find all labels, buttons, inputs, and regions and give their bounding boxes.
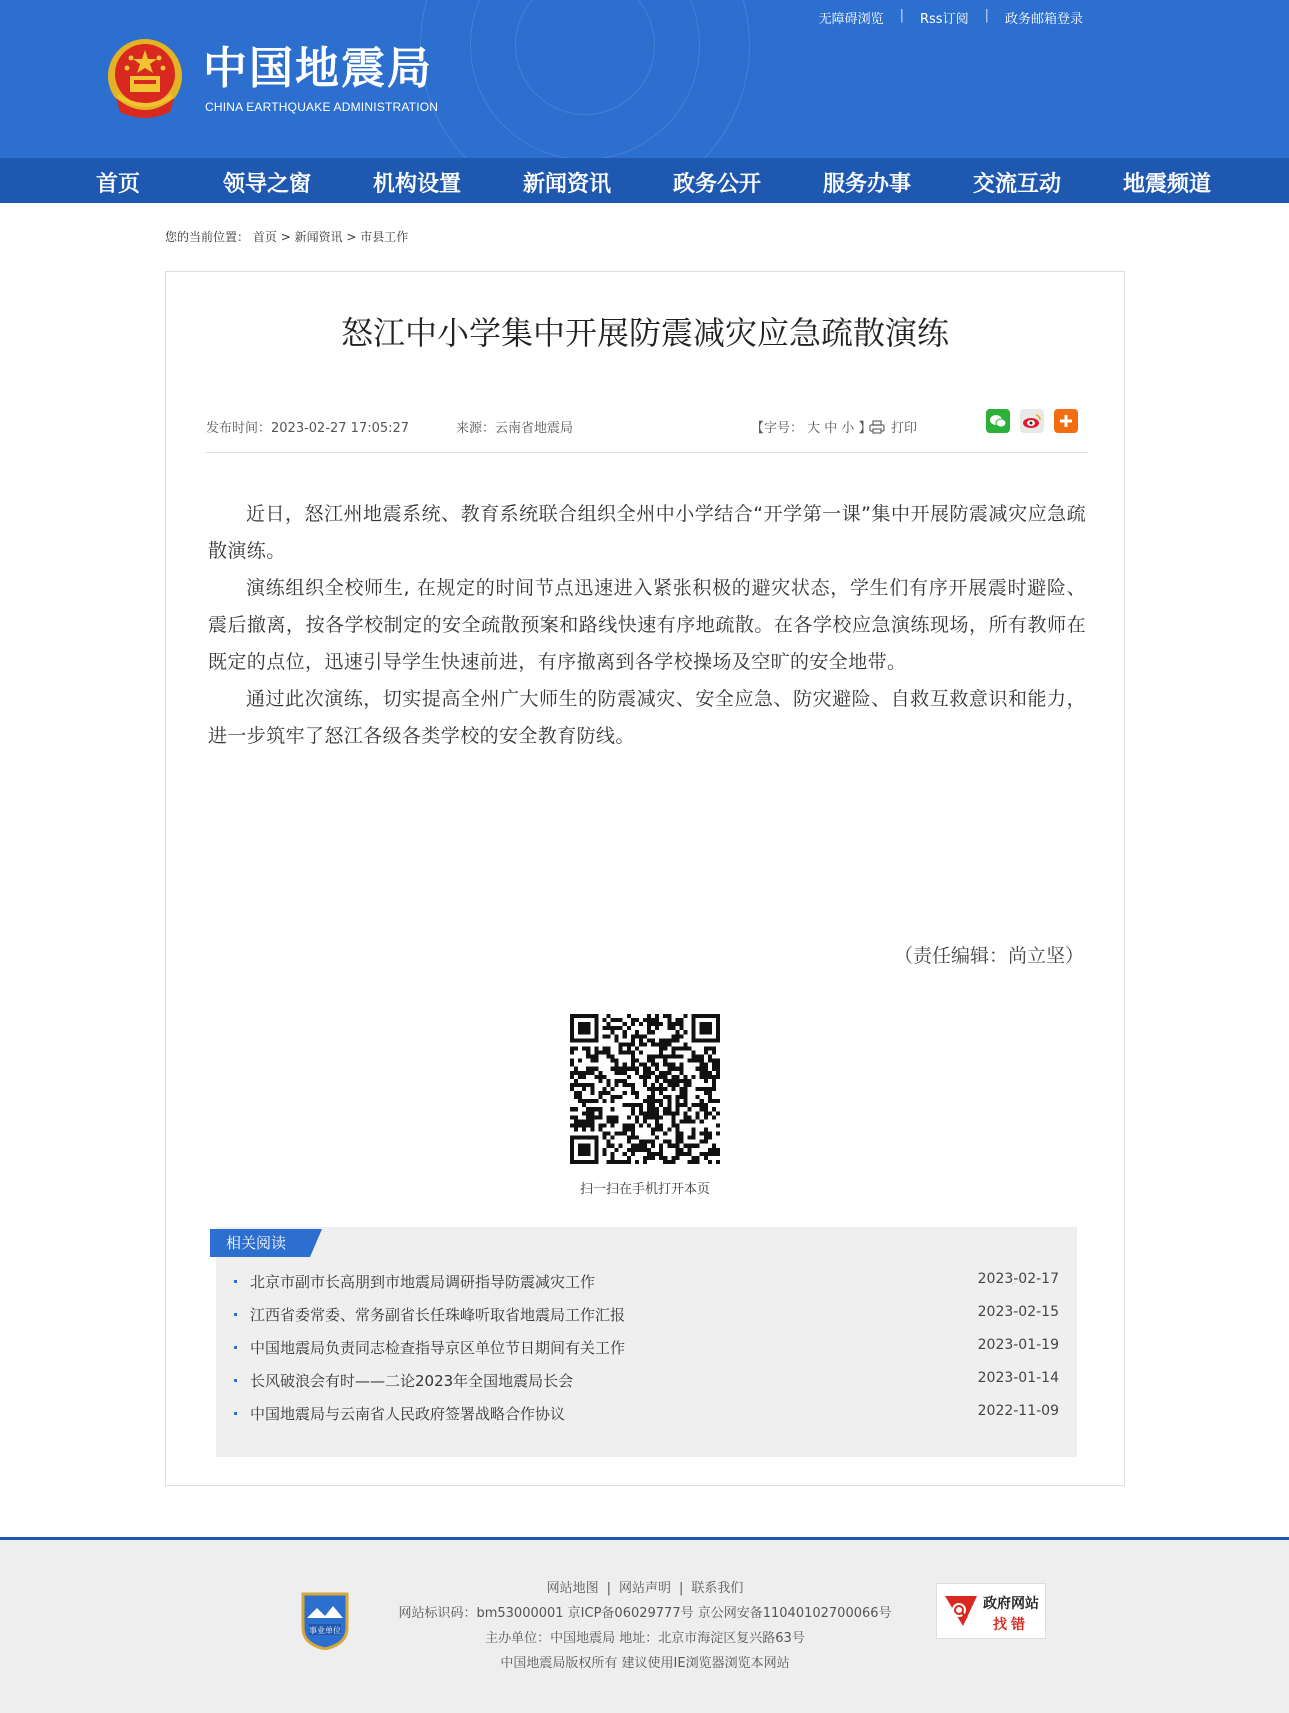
- list-item[interactable]: [234, 1333, 1059, 1366]
- footer-links: 网站地图 | 网站声明 | 联系我们: [546, 1581, 744, 1596]
- related-link[interactable]: 长风破浪会有时——二论2023年全国地震局长会: [250, 1372, 574, 1390]
- site-subtitle: CHINA EARTHQUAKE ADMINISTRATION: [205, 100, 439, 114]
- share-buttons: [986, 409, 1078, 433]
- footer-copyright: 中国地震局版权所有 建议使用IE浏览器浏览本网站: [500, 1656, 790, 1671]
- nav-news[interactable]: 新闻资讯: [523, 172, 612, 197]
- article-paragraph: 通过此次演练，切实提高全州广大师生的防震减灾、安全应急、防灾避险、自救互救意识和能力，进一步筑牢了怒江各级各类学校的安全教育防线。: [208, 688, 1086, 747]
- list-item[interactable]: [234, 1399, 1059, 1432]
- font-size-switch[interactable]: 【字号： 大 中 小 】: [751, 421, 872, 436]
- divider: [206, 452, 1088, 453]
- breadcrumb-sep: >: [280, 230, 295, 244]
- breadcrumb-prefix: 您的当前位置：: [165, 230, 250, 244]
- find-error-label: 找错: [993, 1617, 1029, 1633]
- bullet-icon: [234, 1346, 237, 1349]
- breadcrumb-county-work[interactable]: 市县工作: [360, 230, 409, 244]
- gov-site-label: 政府网站: [983, 1596, 1039, 1612]
- footer-info: [340, 1540, 950, 1676]
- bullet-icon: [234, 1412, 237, 1415]
- sitemap-link[interactable]: 网站地图: [546, 1581, 599, 1596]
- statement-link[interactable]: 网站声明: [618, 1581, 671, 1596]
- site-title[interactable]: 中国地震局: [203, 43, 433, 94]
- divider: |: [899, 8, 904, 23]
- nav-leadership[interactable]: 领导之窗: [223, 172, 312, 197]
- more-share-icon[interactable]: [1054, 409, 1078, 433]
- article-paragraph: 近日，怒江州地震系统、教育系统联合组织全州中小学结合“开学第一课”集中开展防震减灾应急疏散演练。: [208, 503, 1086, 562]
- contact-link[interactable]: 联系我们: [691, 1581, 744, 1596]
- article-body: [208, 496, 1086, 755]
- related-list: [234, 1267, 1059, 1432]
- nav-earthquake-channel[interactable]: 地震频道: [1123, 172, 1212, 197]
- gov-site-error-report[interactable]: [936, 1583, 1046, 1639]
- qr-caption: 扫一扫在手机打开本页: [579, 1182, 710, 1197]
- article-meta: [206, 417, 1088, 447]
- nav-home[interactable]: 首页: [96, 172, 141, 197]
- article-paragraph: 演练组织全校师生, 在规定的时间节点迅速进入紧张积极的避灾状态，学生们有序开展震时避险、震后撤离，按各学校制定的安全疏散预案和路线快速有序地疏散。在各学校应急演练现场，所有教师在既定的点位，迅速引导学生快速前进，有序撤离到各学校操场及空旷的安全地带。: [208, 577, 1086, 673]
- printer-icon: [869, 420, 885, 434]
- site-footer: [0, 1537, 1289, 1713]
- related-date: 2023-01-14: [977, 1370, 1059, 1386]
- bullet-icon: [234, 1379, 237, 1382]
- footer-registration: 网站标识码：bm53000001 京ICP备06029777号 京公网安备11040102700066号: [398, 1606, 892, 1621]
- top-links: [803, 8, 1099, 27]
- nav-services[interactable]: 服务办事: [823, 172, 912, 197]
- nav-gov-affairs[interactable]: 政务公开: [673, 172, 762, 197]
- responsible-editor: （责任编辑：尚立坚）: [893, 945, 1084, 967]
- publish-time: 发布时间：2023-02-27 17:05:27: [206, 421, 410, 436]
- related-date: 2023-02-17: [977, 1271, 1059, 1287]
- print-label: 打印: [891, 421, 918, 436]
- list-item[interactable]: [234, 1267, 1059, 1300]
- related-reading-title: 相关阅读: [210, 1229, 310, 1257]
- print-button[interactable]: [869, 417, 917, 436]
- related-link[interactable]: 中国地震局与云南省人民政府签署战略合作协议: [250, 1405, 566, 1423]
- related-link[interactable]: 江西省委常委、常务副省长任珠峰听取省地震局工作汇报: [250, 1306, 626, 1324]
- divider: |: [984, 8, 989, 23]
- breadcrumb-home[interactable]: 首页: [252, 230, 277, 244]
- bullet-icon: [234, 1313, 237, 1316]
- qr-code-icon: [570, 1014, 720, 1164]
- list-item[interactable]: [234, 1366, 1059, 1399]
- mail-login-link[interactable]: 政务邮箱登录: [1004, 12, 1083, 27]
- article-box: [165, 271, 1125, 1486]
- related-date: 2022-11-09: [977, 1403, 1059, 1419]
- breadcrumb-sep: >: [346, 230, 361, 244]
- badge-label: 事业单位: [309, 1626, 341, 1635]
- list-item[interactable]: [234, 1300, 1059, 1333]
- related-date: 2023-02-15: [977, 1304, 1059, 1320]
- article-source: 来源：云南省地震局: [456, 421, 574, 436]
- breadcrumb-news[interactable]: 新闻资讯: [294, 230, 343, 244]
- article-title: 怒江中小学集中开展防震减灾应急疏散演练: [340, 314, 949, 352]
- national-emblem-icon[interactable]: [104, 36, 186, 122]
- wechat-icon[interactable]: [986, 409, 1010, 433]
- footer-host: 主办单位：中国地震局 地址：北京市海淀区复兴路63号: [485, 1631, 805, 1646]
- magnifier-icon: [943, 1592, 981, 1630]
- accessibility-link[interactable]: 无障碍浏览: [818, 12, 884, 27]
- main-nav: [0, 158, 1289, 203]
- rss-link[interactable]: Rss订阅: [920, 12, 969, 27]
- related-reading: [216, 1227, 1077, 1457]
- bullet-icon: [234, 1280, 237, 1283]
- related-link[interactable]: 中国地震局负责同志检查指导京区单位节日期间有关工作: [250, 1339, 626, 1357]
- related-date: 2023-01-19: [977, 1337, 1059, 1353]
- nav-interaction[interactable]: 交流互动: [973, 172, 1062, 197]
- weibo-icon[interactable]: [1020, 409, 1044, 433]
- related-link[interactable]: 北京市副市长高朋到市地震局调研指导防震减灾工作: [250, 1273, 596, 1291]
- breadcrumb: [165, 228, 408, 245]
- site-header: [0, 0, 1289, 158]
- nav-organization[interactable]: 机构设置: [373, 172, 462, 197]
